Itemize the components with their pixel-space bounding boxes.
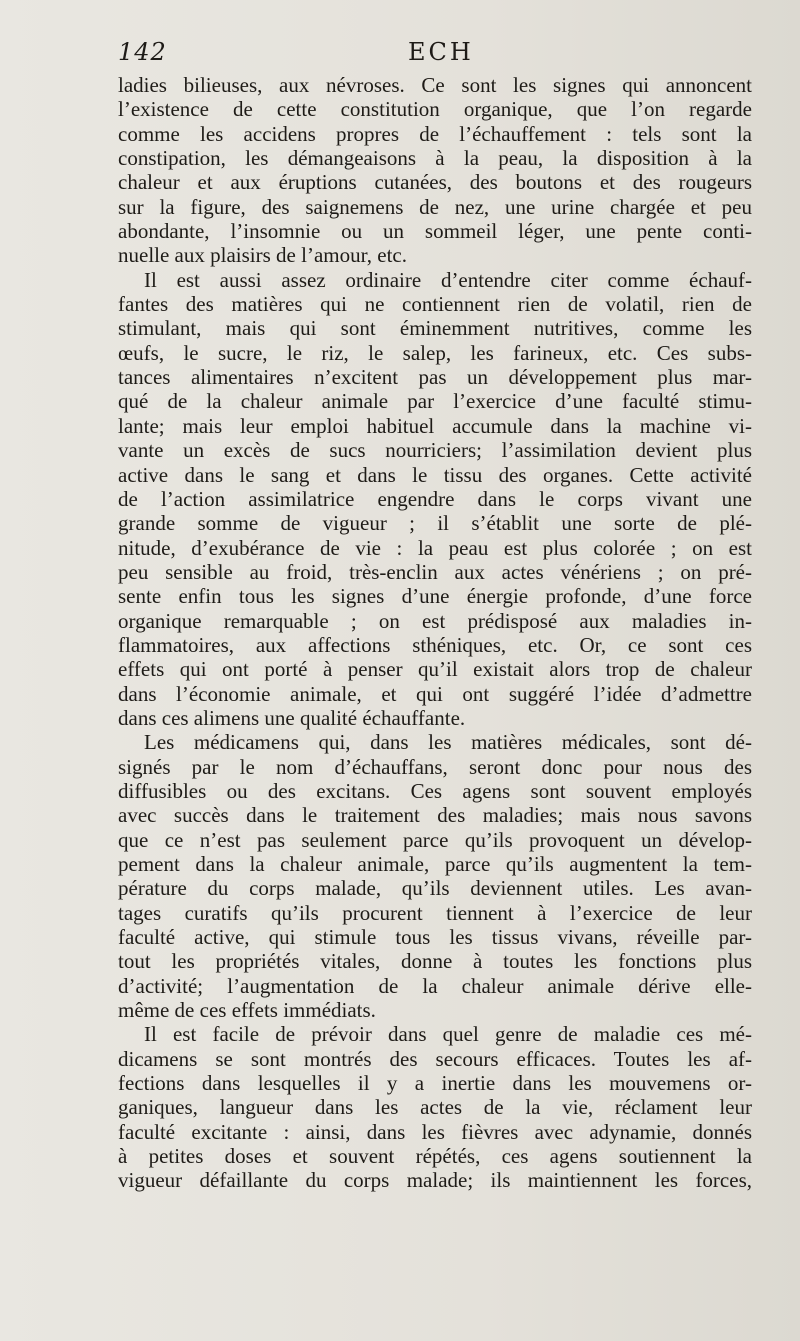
text-line: à petites doses et souvent répétés, ces agens soutiennent la: [118, 1144, 752, 1169]
text-line: Les médicamens qui, dans les matières médicales, sont dé-: [144, 730, 752, 755]
text-line: effets qui ont porté à penser qu’il existait alors trop de chaleur: [118, 657, 752, 682]
text-line: lante; mais leur emploi habituel accumule dans la machine vi-: [118, 413, 752, 438]
text-line: fections dans lesquelles il y a inertie dans les mouvemens or-: [118, 1071, 752, 1096]
text-line: Il est facile de prévoir dans quel genre de maladie ces mé-: [144, 1022, 752, 1047]
text-line: ladies bilieuses, aux névroses. Ce sont les signes qui annoncent: [118, 73, 752, 97]
text-line: peu sensible au froid, très-enclin aux actes vénériens ; on pré-: [118, 559, 752, 584]
text-line: Il est aussi assez ordinaire d’entendre citer comme échauf-: [144, 267, 752, 292]
text-line: de l’action assimilatrice engendre dans le corps vivant une: [118, 486, 752, 511]
text-line: dans l’économie animale, et qui ont suggéré l’idée d’admettre: [118, 681, 752, 706]
text-line: fantes des matières qui ne contiennent rien de volatil, rien de: [118, 292, 752, 317]
text-line: sente enfin tous les signes d’une énergie profonde, d’une force: [118, 584, 752, 609]
text-line: faculté active, qui stimule tous les tissus vivans, réveille par-: [118, 925, 752, 950]
text-line: signés par le nom d’échauffans, seront donc pour nous des: [118, 754, 752, 779]
text-line: que ce n’est pas seulement parce qu’ils provoquent un dévelop-: [118, 827, 752, 852]
body-text: [118, 73, 752, 1193]
text-line: constipation, les démangeaisons à la peau, la disposition à la: [118, 146, 752, 171]
running-head: ECH: [408, 38, 474, 66]
text-line: l’existence de cette constitution organique, que l’on regarde: [118, 97, 752, 122]
text-line: vigueur défaillante du corps malade; ils maintiennent les forces,: [118, 1168, 752, 1193]
text-line: pement dans la chaleur animale, parce qu’ils augmentent la tem-: [118, 852, 752, 876]
text-line: tages curatifs qu’ils procurent tiennent à l’exercice de leur: [118, 900, 752, 925]
text-line: avec succès dans le traitement des maladies; mais nous savons: [118, 803, 752, 828]
text-line: organique remarquable ; on est prédisposé aux maladies in-: [118, 608, 752, 633]
text-line: qué de la chaleur animale par l’exercice d’une faculté stimu-: [118, 389, 752, 414]
text-line: abondante, l’insomnie ou un sommeil léger, une pente conti-: [118, 219, 752, 244]
text-line: nuelle aux plaisirs de l’amour, etc.: [118, 243, 407, 268]
text-line: dans ces alimens une qualité échauffante.: [118, 705, 466, 730]
text-line: chaleur et aux éruptions cutanées, des boutons et des rougeurs: [118, 170, 752, 195]
text-line: même de ces effets immédiats.: [118, 998, 376, 1023]
text-line: dicamens se sont montrés des secours efficaces. Toutes les af-: [118, 1046, 752, 1071]
text-line: flammatoires, aux affections sthéniques, etc. Or, ce sont ces: [118, 632, 752, 657]
text-line: tout les propriétés vitales, donne à toutes les fonctions plus: [118, 949, 752, 974]
text-line: d’activité; l’augmentation de la chaleur animale dérive elle-: [118, 973, 752, 998]
text-line: stimulant, mais qui sont éminemment nutritives, comme les: [118, 316, 752, 341]
text-line: pérature du corps malade, qu’ils deviennent utiles. Les avan-: [118, 876, 752, 901]
text-line: diffusibles ou des excitans. Ces agens sont souvent employés: [118, 778, 752, 803]
text-line: faculté excitante : ainsi, dans les fièvres avec adynamie, donnés: [118, 1119, 752, 1144]
page-number: 142: [118, 38, 167, 66]
text-line: comme les accidens propres de l’échauffement : tels sont la: [118, 121, 752, 146]
text-line: sur la figure, des saignemens de nez, une urine chargée et peu: [118, 194, 752, 219]
text-line: nitude, d’exubérance de vie : la peau est plus colorée ; on est: [118, 535, 752, 560]
text-line: active dans le sang et dans le tissu des organes. Cette activité: [118, 462, 752, 487]
text-line: vante un excès de sucs nourriciers; l’assimilation devient plus: [118, 438, 752, 463]
text-line: grande somme de vigueur ; il s’établit une sorte de plé-: [118, 511, 752, 536]
text-line: ganiques, langueur dans les actes de la vie, réclament leur: [118, 1095, 752, 1120]
text-line: œufs, le sucre, le riz, le salep, les farineux, etc. Ces subs-: [118, 340, 752, 365]
page-header: [118, 38, 752, 70]
text-line: tances alimentaires n’excitent pas un développement plus mar-: [118, 365, 752, 390]
